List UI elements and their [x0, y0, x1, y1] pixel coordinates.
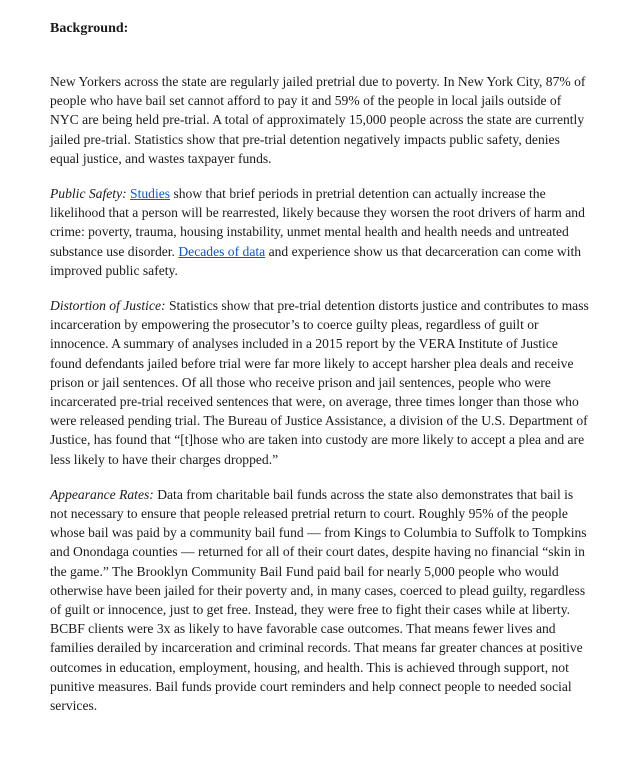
- section-heading: Background:: [50, 21, 129, 36]
- public-safety-label: Public Safety:: [50, 186, 127, 202]
- document-body: [50, 19, 590, 731]
- public-safety-text-end: and experience show us that decarceration can come with improved public safety.: [50, 243, 582, 278]
- appearance-text: Data from charitable bail funds across the state also demonstrates that bail is not necessary to ensure that people released pretrial return to court. Roughly 95% of the people whose bail was paid by a community bail fund — from Kings to Columbia to Suffolk to Tompkins and Onondaga counties — returned for all of their court dates, despite having no financial “skin in the game.” The Brooklyn Community Bail Fund paid bail for nearly 5,000 people who would otherwise have been jailed for their poverty and, in many cases, coerced to plead guilty, regardless of guilt or innocence, just to get free. Instead, they were free to fight their cases while at liberty. BCBF clients were 3x as likely to have favorable case outcomes. That means fewer lives and families derailed by incarceration and criminal records. That means far greater chances at positive outcomes in education, employment, housing, and health. This is achieved through support, not punitive measures. Bail funds provide court reminders and help connect people to needed social services.: [50, 486, 587, 714]
- distortion-text: Statistics show that pre-trial detention distorts justice and contributes to mass incarceration by empowering the prosecutor’s to coerce guilty pleas, regardless of guilt or innocence. A summary of analyses included in a 2015 report by the VERA Institute of Justice found defendants jailed before trial were far more likely to accept harsher plea deals and receive prison or jail sentences. Of all those who receive prison and jail sentences, people who were incarcerated pre-trial received sentences that were, on average, three times longer than those who were released pending trial. The Bureau of Justice Assistance, a division of the U.S. Department of Justice, has found that “[t]hose who are taken into custody are more likely to accept a plea and are less likely to have their charges dropped.”: [50, 298, 589, 467]
- studies-link[interactable]: Studies: [130, 186, 171, 202]
- appearance-label: Appearance Rates:: [50, 486, 154, 502]
- decades-of-data-link[interactable]: Decades of data: [178, 243, 266, 259]
- public-safety-paragraph: [50, 184, 590, 280]
- intro-paragraph: New Yorkers across the state are regularly jailed pretrial due to poverty. In New York City, 87% of people who have bail set cannot afford to pay it and 59% of the people in local jails outside of NYC are being held pre-trial. A total of approximately 15,000 people across the state are currently jailed pre-trial. Statistics show that pre-trial detention negatively impacts public safety, denies equal justice, and wastes taxpayer funds.: [50, 74, 586, 166]
- distortion-label: Distortion of Justice:: [50, 298, 166, 314]
- public-safety-text: show that brief periods in pretrial detention can actually increase the likelihood that a person will be rearrested, likely because they worsen the root drivers of harm and crime: poverty, trauma, housing instability, unmet mental health and health needs and untreated substance use disorder.: [50, 186, 585, 259]
- appearance-paragraph: [50, 485, 590, 715]
- distortion-paragraph: [50, 296, 590, 469]
